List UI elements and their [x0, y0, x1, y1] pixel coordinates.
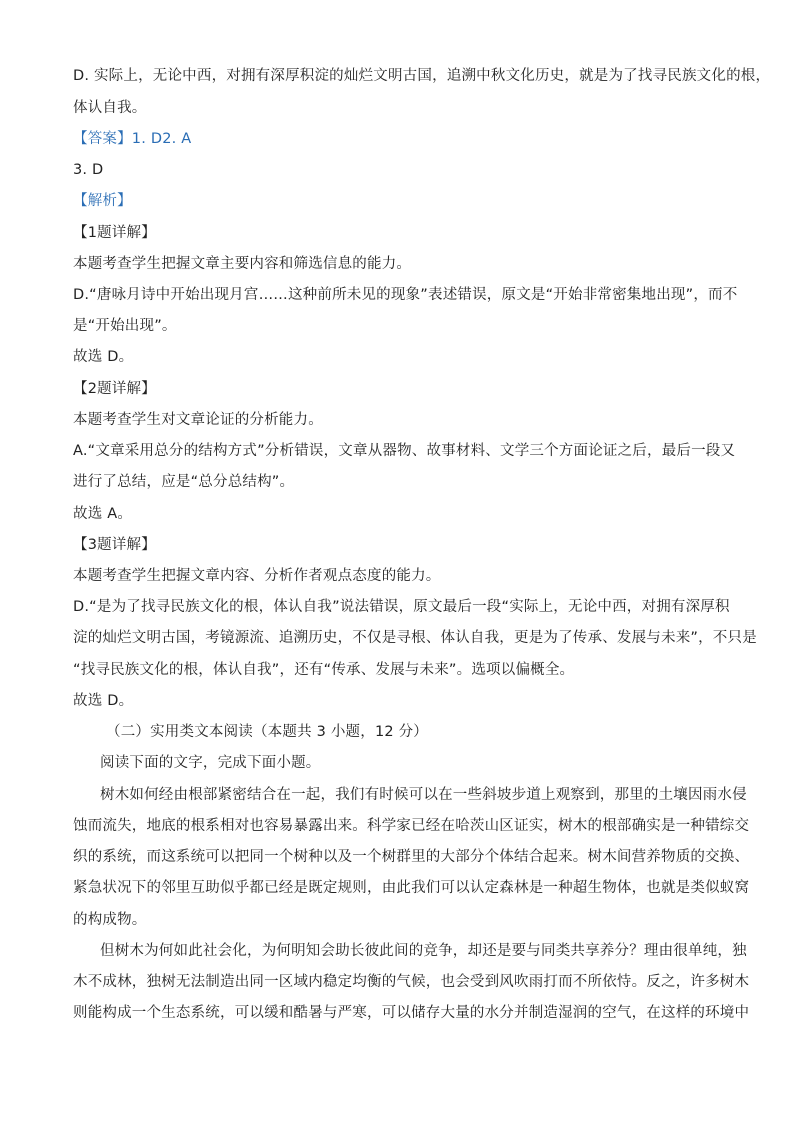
passage-p2-line-3: 则能构成一个生态系统，可以缓和酷暑与严寒，可以储存大量的水分并制造湿润的空气，在这样的环境中: [73, 1005, 750, 1021]
q1-heading: 【1题详解】: [73, 225, 156, 241]
answer-line: 【答案】1. D2. A: [73, 131, 192, 147]
q1-choice: 故选 D。: [73, 349, 134, 365]
q1-explanation-2: 是“开始出现”。: [73, 318, 177, 334]
q3-choice: 故选 D。: [73, 693, 134, 709]
passage-p1-line-2: 蚀而流失，地底的根系相对也容易暴露出来。科学家已经在哈茨山区证实，树木的根部确实是一种错综交: [73, 818, 750, 834]
passage-p2-line-1: 但树木为何如此社会化，为何明知会助长彼此间的竞争，却还是要与同类共享养分？理由很单纯，独: [100, 943, 747, 959]
q2-choice: 故选 A。: [73, 506, 133, 522]
q1-intro: 本题考查学生把握文章主要内容和筛选信息的能力。: [73, 256, 412, 272]
option-d-line-2: 体认自我。: [73, 100, 147, 116]
q2-explanation-2: 进行了总结，应是“总分总结构”。: [73, 474, 295, 490]
passage-p1-line-5: 的构成物。: [73, 912, 147, 928]
reading-instruction: 阅读下面的文字，完成下面小题。: [100, 755, 321, 771]
passage-p1-line-4: 紧急状况下的邻里互助似乎都已经是既定规则，由此我们可以认定森林是一种超生物体，也就是类似蚁窝: [73, 880, 750, 896]
option-d-line-1: D. 实际上，无论中西，对拥有深厚积淀的灿烂文明古国，追溯中秋文化历史，就是为了找寻民族文化的根，: [73, 68, 771, 84]
q1-explanation-1: D.“唐咏月诗中开始出现月宫……这种前所未见的现象”表述错误，原文是“开始非常密集地出现”，而不: [73, 287, 738, 303]
q3-explanation-2: 淀的灿烂文明古国，考镜源流、追溯历史，不仅是寻根、体认自我，更是为了传承、发展与未来”，不只是: [73, 630, 757, 646]
q2-heading: 【2题详解】: [73, 381, 156, 397]
analysis-heading: 【解析】: [73, 193, 132, 209]
q3-explanation-3: “找寻民族文化的根，体认自我”，还有“传承、发展与未来”。选项以偏概全。: [73, 662, 575, 678]
passage-p2-line-2: 木不成林，独树无法制造出同一区域内稳定均衡的气候，也会受到风吹雨打而不所依恃。反之，许多树木: [73, 974, 750, 990]
passage-p1-line-3: 织的系统，而这系统可以把同一个树种以及一个树群里的大部分个体结合起来。树木间营养物质的交换、: [73, 849, 750, 865]
section-heading: （二）实用类文本阅读（本题共 3 小题，12 分）: [106, 724, 429, 740]
passage-p1-line-1: 树木如何经由根部紧密结合在一起，我们有时候可以在一些斜坡步道上观察到，那里的土壤因雨水侵: [100, 787, 747, 803]
q2-explanation-1: A.“文章采用总分的结构方式”分析错误，文章从器物、故事材料、文学三个方面论证之后，最后一段又: [73, 443, 736, 459]
q3-intro: 本题考查学生把握文章内容、分析作者观点态度的能力。: [73, 568, 441, 584]
answer-line-2: 3. D: [73, 162, 104, 178]
q3-heading: 【3题详解】: [73, 537, 156, 553]
q2-intro: 本题考查学生对文章论证的分析能力。: [73, 412, 323, 428]
q3-explanation-1: D.“是为了找寻民族文化的根，体认自我”说法错误，原文最后一段“实际上，无论中西，对拥有深厚积: [73, 599, 730, 615]
